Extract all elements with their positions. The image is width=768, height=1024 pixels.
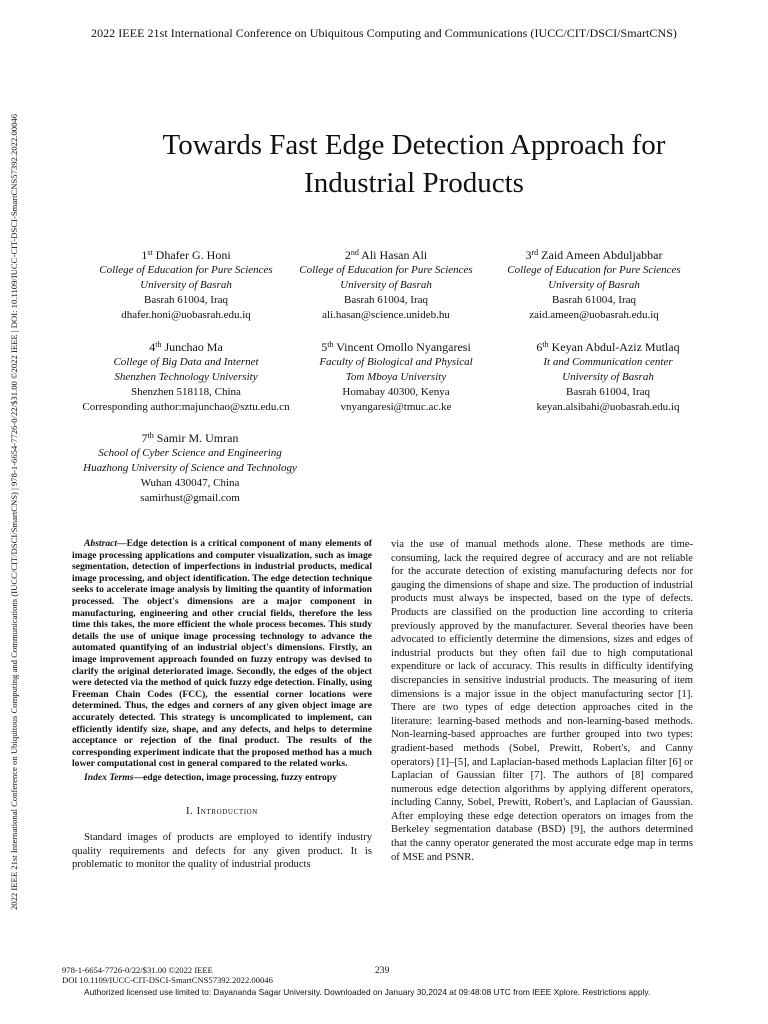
author-university: Huazhong University of Science and Technology bbox=[83, 462, 297, 474]
license-notice: Authorized licensed use limited to: Dayananda Sagar University. Downloaded on January 30,2024 at 09:48:08 UTC from IEEE Xplore. Restrictions apply. bbox=[84, 987, 651, 997]
author-name: 1st Dhafer G. Honi bbox=[141, 248, 231, 262]
author-email: vnyangaresi@tmuc.ac.ke bbox=[340, 401, 452, 413]
author-email: keyan.alsibahi@uobasrah.edu.iq bbox=[536, 401, 680, 413]
author-email: Corresponding author:majunchao@sztu.edu.cn bbox=[82, 401, 290, 413]
author-name: 2nd Ali Hasan Ali bbox=[344, 248, 428, 262]
abstract-text: —Edge detection is a critical component of many elements of image processing applications and computer visualization, such as image segmentation, detection of imperfections in industrial products, medical image processing, and object identification. The edge detection technique seeks to accelerate image analysis by limiting the quantity of information processed. The object's dimensions are a major component in manufacturing, engineering and other crucial fields, therefore the less time this takes, the more efficient the whole process becomes. This study details the use of unique image processing technology to advance the automated quantifying of an industrial object's dimensions. Firstly, an image improvement approach founded on fuzzy entropy was devised to clarify the original deteriorated image. Secondly, the edges of the object were detected via the method of quick fuzzy edge detection. Finally, using Freeman Chain Codes (FCC), the essential corner locations were determined. Thus, the edges and corners of any given object image are accurately detected. This strategy is uncomplicated to implement, can efficiently identify size, shape, and any defects, and helps to determine acceptance or rejection of the final product. The results of the corresponding experiment indicate that the proposed method has a much lower computational cost in general compared to the related works. bbox=[72, 538, 372, 770]
author-email: ali.hasan@science.unideb.hu bbox=[322, 309, 450, 321]
abstract-lead: Abstract bbox=[84, 538, 118, 549]
author-affiliation: College of Education for Pure Sciences bbox=[299, 264, 473, 276]
conference-header: 2022 IEEE 21st International Conference on Ubiquitous Computing and Communications (IUCC/CIT/DSCI/SmartCNS) bbox=[91, 26, 677, 40]
author-address: Shenzhen 518118, China bbox=[131, 386, 241, 398]
author-name: 5th Vincent Omollo Nyangaresi bbox=[321, 340, 471, 354]
footer-doi: DOI 10.1109/IUCC-CIT-DSCI-SmartCNS57392.2022.00046 bbox=[62, 975, 273, 985]
author-university: University of Basrah bbox=[340, 279, 432, 291]
paper-title bbox=[60, 126, 768, 202]
author-name: 7th Samir M. Umran bbox=[141, 431, 239, 445]
author-name: 4th Junchao Ma bbox=[149, 340, 223, 354]
author-affiliation: College of Education for Pure Sciences bbox=[99, 264, 273, 276]
author-address: Wuhan 430047, China bbox=[140, 477, 240, 489]
right-column bbox=[391, 538, 693, 864]
author-email: samirhust@gmail.com bbox=[140, 492, 240, 504]
author-university: University of Basrah bbox=[548, 279, 640, 291]
author-block-6 bbox=[490, 340, 726, 415]
author-affiliation: It and Communication center bbox=[543, 356, 673, 368]
author-block-7 bbox=[60, 431, 320, 506]
left-column bbox=[72, 538, 372, 872]
author-address: Homabay 40300, Kenya bbox=[342, 386, 450, 398]
author-address: Basrah 61004, Iraq bbox=[565, 386, 650, 398]
author-block-5 bbox=[278, 340, 514, 415]
author-address: Basrah 61004, Iraq bbox=[551, 294, 636, 306]
author-email: zaid.ameen@uobasrah.edu.iq bbox=[529, 309, 659, 321]
author-university: Shenzhen Technology University bbox=[114, 371, 258, 383]
title-line-1: Towards Fast Edge Detection Approach for bbox=[162, 129, 666, 161]
author-block-3 bbox=[474, 248, 714, 323]
index-terms-lead: Index Terms bbox=[84, 771, 134, 783]
side-citation-text: 2022 IEEE 21st International Conference on Ubiquitous Computing and Communications (IUCC/CIT/DSCI/SmartCNS) | 978-1-6654-7726-0/22/$31.00 ©2022 IEEE | DOI: 10.1109/IUCC-CIT-DSCI-SmartCNS57392.2022.00046 bbox=[9, 113, 19, 911]
author-affiliation: Faculty of Biological and Physical bbox=[319, 356, 473, 368]
author-email: dhafer.honi@uobasrah.edu.iq bbox=[121, 309, 251, 321]
author-name: 3rd Zaid Ameen Abduljabbar bbox=[525, 248, 663, 262]
index-terms-text: —edge detection, image processing, fuzzy entropy bbox=[133, 771, 337, 783]
author-affiliation: School of Cyber Science and Engineering bbox=[98, 447, 282, 459]
index-terms bbox=[72, 772, 372, 784]
author-block-4 bbox=[66, 340, 306, 415]
author-name: 6th Keyan Abdul-Aziz Mutlaq bbox=[536, 340, 680, 354]
author-university: University of Basrah bbox=[562, 371, 654, 383]
abstract bbox=[72, 538, 372, 770]
intro-paragraph-right: via the use of manual methods alone. These methods are time-consuming, lack the required degree of accuracy and are not reliable for the accurate detection of existing manufacturing defects nor for gauging the dimensions of shape and size. The production of industrial products must always be inspected, based on the type of defects. Products are classified on the production line according to criteria previously approved by the manufacturer. Several theories have been advocated to efficiently determine the dimensions, sizes and edges of industrial products but they often fail due to high computational expenditure or lack of accuracy. This results in difficulty identifying discrepancies in sensitive industrial products. The measuring of item dimensions is a major issue in the object manufacturing sector [1]. There are two types of edge detection approaches cited in the literature: learning-based methods and non-learning-based methods. Non-learning-based approaches are further grouped into two types: gradient-based methods (Sobel, Prewitt, Robert's, and Canny operators) [1]–[5], and Laplacian-based methods Laplacian filter [6] or Laplacian of Gaussian filter [7]. The authors of [8] compared numerous edge detection algorithms by applying different operators, including Canny, Sobel, Prewitt, Robert's, and Laplacian of Gaussian. After employing these edge detection operators on images from the Berkeley segmentation database (BSD) [9], the authors determined that the canny operator generated the most accurate edge map in terms of MSE and PSNR. bbox=[391, 539, 693, 863]
title-line-2: Industrial Products bbox=[304, 167, 524, 199]
author-address: Basrah 61004, Iraq bbox=[143, 294, 228, 306]
author-affiliation: College of Education for Pure Sciences bbox=[507, 264, 681, 276]
author-university: Tom Mboya University bbox=[345, 371, 447, 383]
intro-paragraph-left: Standard images of products are employed to identify industry quality requirements and defects for any given product. It is problematic to monitor the quality of industrial products bbox=[72, 832, 372, 871]
page-number: 239 bbox=[375, 965, 390, 976]
author-affiliation: College of Big Data and Internet bbox=[113, 356, 259, 368]
author-address: Basrah 61004, Iraq bbox=[343, 294, 428, 306]
author-block-2 bbox=[266, 248, 506, 323]
side-margin-citation bbox=[0, 0, 28, 1024]
author-university: University of Basrah bbox=[140, 279, 232, 291]
section-heading: I. Introduction bbox=[186, 806, 258, 818]
footer bbox=[62, 965, 273, 985]
footer-isbn: 978-1-6654-7726-0/22/$31.00 ©2022 IEEE bbox=[62, 965, 213, 975]
